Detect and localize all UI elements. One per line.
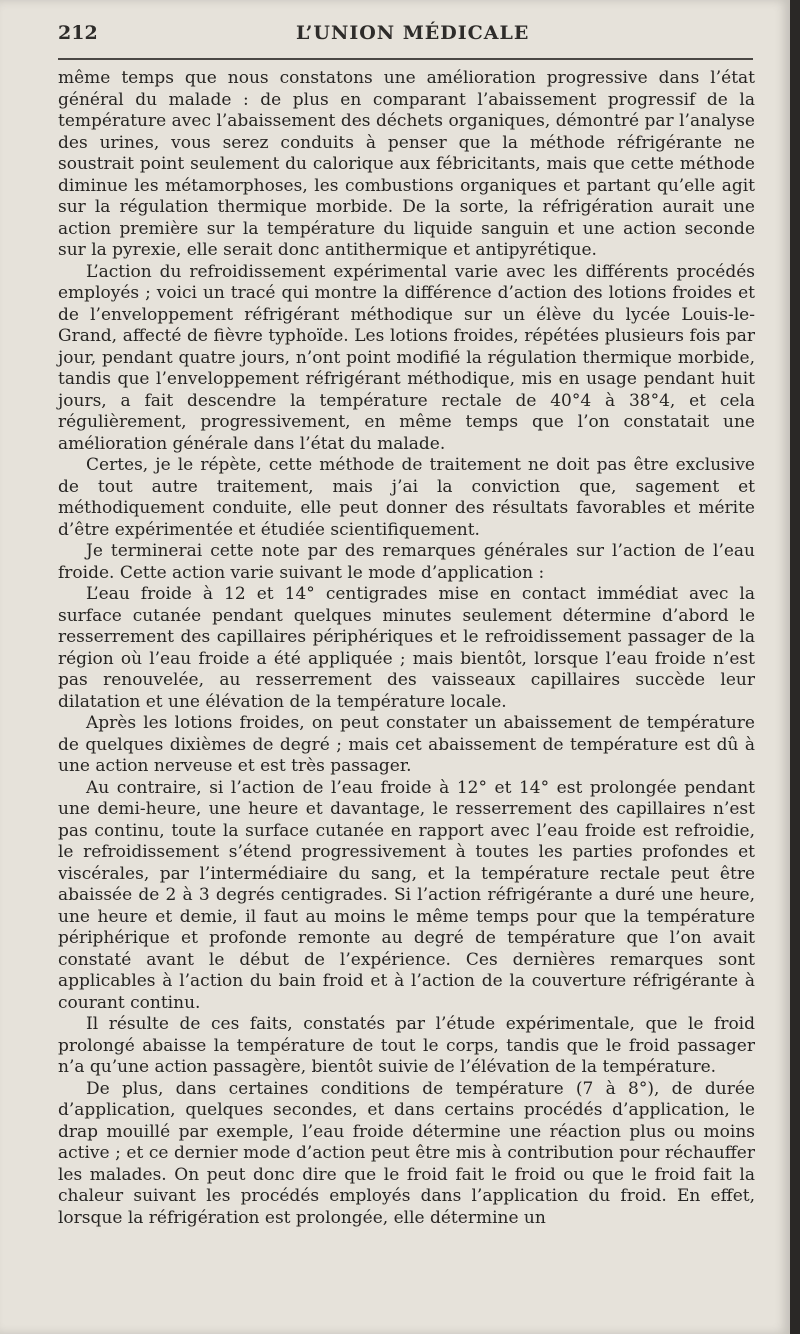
paragraph: Il résulte de ces faits, constatés par l’étude expérimentale, que le froid prolongé abaisse la température de tout le corps, tandis que le froid passager n’a qu’une action passagère, bientôt suivie de l’élévation de la température. — [58, 1014, 755, 1077]
paragraph: Au contraire, si l’action de l’eau froide à 12° et 14° est prolongée pendant une demi-heure, une heure et davantage, le resserrement des capillaires n’est pas continu, toute la surface cutanée en rapport avec l’eau froide est refroidie, le refroidissement s’étend progressivement à toutes les parties profondes et viscérales, par l’intermédiaire du sang, et la température rectale peut être abaissée de 2 à 3 degrés centigrades. Si l’action réfrigérante a duré une heure, une heure et demie, il faut au moins le même temps pour que la température périphérique et profonde remonte au degré de température que l’on avait constaté avant le début de l’expérience. Ces dernières remarques sont applicables à l’action du bain froid et à l’action de la couverture réfrigérante à courant continu. — [58, 777, 755, 1013]
paragraph: Certes, je le répète, cette méthode de traitement ne doit pas être exclusive de tout autre traitement, mais j’ai la conviction que, sagement et méthodiquement conduite, elle peut donner des résultats favorables et mérite d’être expérimentée et étudiée scientifiquement. — [58, 455, 755, 540]
paragraph: Je terminerai cette note par des remarques générales sur l’action de l’eau froide. Cette action varie suivant le mode d’application : — [58, 541, 755, 583]
running-title: L’UNION MÉDICALE — [296, 22, 530, 44]
header-rule — [58, 58, 753, 60]
paragraph: Après les lotions froides, on peut constater un abaissement de température de quelques dixièmes de degré ; mais cet abaissement de température est dû à une action nerveuse et est très passager. — [58, 713, 755, 776]
paragraph: L’eau froide à 12 et 14° centigrades mise en contact immédiat avec la surface cutanée pendant quelques minutes seulement détermine d’abord le resserrement des capillaires périphériques et le refroidissement passager de la région où l’eau froide a été appliquée ; mais bientôt, lorsque l’eau froide n’est pas renouvelée, au resserrement des vaisseaux capillaires succède leur dilatation et une élévation de la température locale. — [58, 584, 755, 712]
paragraph: même temps que nous constatons une amélioration progressive dans l’état général du malade : de plus en comparant l’abaissement progressif de la température avec l’abaissement des déchets organiques, démontré par l’analyse des urines, vous serez conduits à penser que la méthode réfrigérante ne soustrait point seulement du calorique aux fébricitants, mais que cette méthode diminue les métamorphoses, les combustions organiques et partant qu’elle agit sur la régulation thermique morbide. De la sorte, la réfrigération aurait une action première sur la température du liquide sanguin et une action seconde sur la pyrexie, elle serait donc antithermique et antipyrétique. — [58, 68, 755, 260]
paragraph: De plus, dans certaines conditions de température (7 à 8°), de durée d’application, quelques secondes, et dans certains procédés d’application, le drap mouillé par exemple, l’eau froide détermine une réaction plus ou moins active ; et ce dernier mode d’action peut être mis à contribution pour réchauffer les malades. On peut donc dire que le froid fait le froid ou que le froid fait la chaleur suivant les procédés employés dans l’application du froid. En effet, lorsque la réfrigération est prolongée, elle détermine un — [58, 1078, 755, 1228]
page-number: 212 — [58, 22, 98, 44]
paragraph: L’action du refroidissement expérimental varie avec les différents procédés employés ; voici un tracé qui montre la différence d’action des lotions froides et de l’enveloppement réfrigérant méthodique sur un élève du lycée Louis-le-Grand, affecté de fièvre typhoïde. Les lotions froides, répétées plusieurs fois par jour, pendant quatre jours, n’ont point modifié la régulation thermique morbide, tandis que l’enveloppement réfrigérant méthodique, mis en usage pendant huit jours, a fait descendre la température rectale de 40°4 à 38°4, et cela régulièrement, progressivement, en même temps que l’on constatait une amélioration générale dans l’état du malade. — [58, 261, 755, 454]
body-text — [58, 68, 755, 1229]
page-header — [58, 22, 758, 52]
